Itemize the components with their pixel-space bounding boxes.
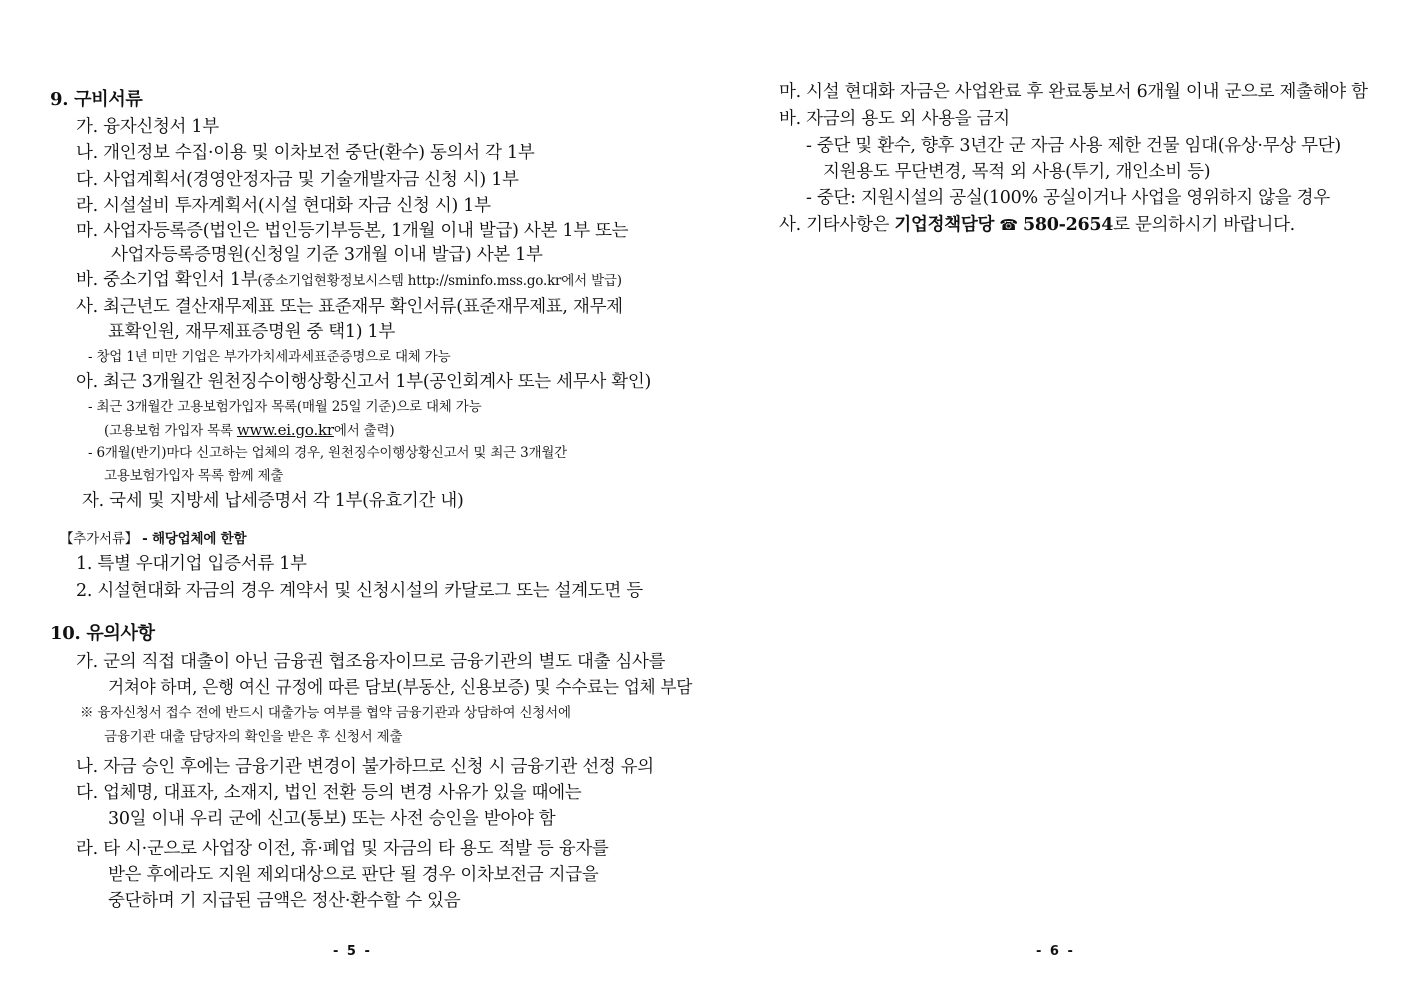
- r-ba-sub2: - 중단: 지원시설의 공실(100% 공실이거나 사업을 영위하지 않을 경우: [806, 188, 1330, 208]
- s10-item-na: 나. 자금 승인 후에는 금융기관 변경이 불가하므로 신청 시 금융기관 선정 유의: [76, 757, 654, 777]
- note-a-insurance-source: [104, 421, 394, 441]
- extra-docs-heading: [60, 530, 246, 549]
- item-ra-investment-plan: 라. 시설설비 투자계획서(시설 현대화 자금 신청 시) 1부: [76, 196, 491, 216]
- item-ja-tax-cert: 자. 국세 및 지방세 납세증명서 각 1부(유효기간 내): [82, 491, 464, 511]
- page-number-right: - 6 -: [1036, 944, 1075, 959]
- s10-item-ra-cont2: 중단하며 기 지급된 금액은 정산·환수할 수 있음: [108, 891, 461, 911]
- section-9-heading: 9. 구비서류: [50, 89, 143, 110]
- r-item-sa-contact: [779, 214, 1295, 236]
- left-page: [0, 0, 700, 992]
- ei-link[interactable]: www.ei.go.kr: [236, 421, 334, 439]
- item-ma-registration: 마. 사업자등록증(법인은 법인등기부등본, 1개월 이내 발급) 사본 1부 또는: [76, 221, 629, 241]
- r-ba-sub1-cont: 지원용도 무단변경, 목적 외 사용(투기, 개인소비 등): [823, 162, 1211, 182]
- item-na-consent: 나. 개인정보 수집·이용 및 이차보전 중단(환수) 동의서 각 1부: [76, 143, 535, 163]
- extra-item-1: 1. 특별 우대기업 입증서류 1부: [76, 554, 307, 574]
- item-ga-application: 가. 융자신청서 1부: [76, 117, 219, 137]
- extra-docs-bracket: 【추가서류】: [60, 531, 138, 547]
- s10-item-da-cont: 30일 이내 우리 군에 신고(통보) 또는 사전 승인을 받아야 함: [108, 809, 556, 829]
- extra-docs-qualifier: - 해당업체에 한함: [142, 531, 247, 547]
- item-ba-sme-cert: [76, 269, 622, 291]
- page-number-left: - 5 -: [333, 944, 372, 959]
- item-ba-main: 바. 중소기업 확인서 1부: [76, 270, 258, 290]
- r-ba-sub1: - 중단 및 환수, 향후 3년간 군 자금 사용 제한 건물 임대(유상·무상 무단): [806, 136, 1341, 156]
- item-sa-financial: 사. 최근년도 결산재무제표 또는 표준재무 확인서류(표준재무제표, 재무제: [76, 297, 623, 317]
- note-a-semiannual-cont: 고용보험가입자 목록 함께 제출: [104, 468, 284, 484]
- r-item-ba-usage: 바. 자금의 용도 외 사용을 금지: [779, 109, 1010, 129]
- phone-icon: ☎: [999, 216, 1018, 234]
- s10-item-ga: 가. 군의 직접 대출이 아닌 금융권 협조융자이므로 금융기관의 별도 대출 심사를: [76, 652, 666, 672]
- section-10-heading: 10. 유의사항: [50, 623, 155, 644]
- note-sa-startup: - 창업 1년 미만 기업은 부가가치세과세표준증명으로 대체 가능: [88, 349, 451, 365]
- extra-item-2: 2. 시설현대화 자금의 경우 계약서 및 신청시설의 카달로그 또는 설계도면 등: [76, 581, 643, 601]
- item-a-withholding: 아. 최근 3개월간 원천징수이행상황신고서 1부(공인회계사 또는 세무사 확인): [76, 372, 651, 392]
- note-a2-pre: (고용보험 가입자 목록: [104, 423, 237, 439]
- right-page: [702, 0, 1403, 992]
- r-sa-post: 로 문의하시기 바랍니다.: [1113, 215, 1295, 235]
- r-sa-pre: 사. 기타사항은: [779, 215, 895, 235]
- phone-number: 580-2654: [1022, 215, 1114, 235]
- item-sa-financial-cont: 표확인원, 재무제표증명원 중 택1) 1부: [108, 322, 395, 342]
- dept-name: 기업정책담당: [894, 215, 995, 235]
- s10-item-da: 다. 업체명, 대표자, 소재지, 법인 전환 등의 변경 사유가 있을 때에는: [76, 783, 582, 803]
- note-a2-post: 에서 출력): [333, 423, 395, 439]
- item-da-business-plan: 다. 사업계획서(경영안정자금 및 기술개발자금 신청 시) 1부: [76, 170, 519, 190]
- s10-item-ra-cont1: 받은 후에라도 지원 제외대상으로 판단 될 경우 이차보전금 지급을: [108, 865, 599, 885]
- note-a-semiannual: - 6개월(반기)마다 신고하는 업체의 경우, 원천징수이행상황신고서 및 최근 3개월간: [88, 445, 568, 461]
- item-ma-registration-cont: 사업자등록증명원(신청일 기준 3개월 이내 발급) 사본 1부: [111, 245, 543, 265]
- s10-item-ga-cont: 거쳐야 하며, 은행 여신 규정에 따른 담보(부동산, 신용보증) 및 수수료는 업체 부담: [108, 678, 693, 698]
- s10-note-ga: ※ 융자신청서 접수 전에 반드시 대출가능 여부를 협약 금융기관과 상담하여 신청서에: [80, 705, 571, 721]
- note-a-insurance: - 최근 3개월간 고용보험가입자 목록(매월 25일 기준)으로 대체 가능: [88, 399, 482, 415]
- r-item-ma-modernization: 마. 시설 현대화 자금은 사업완료 후 완료통보서 6개월 이내 군으로 제출해야 함: [779, 82, 1368, 102]
- s10-note-ga-cont: 금융기관 대출 담당자의 확인을 받은 후 신청서 제출: [104, 729, 403, 745]
- s10-item-ra: 라. 타 시·군으로 사업장 이전, 휴·폐업 및 자금의 타 용도 적발 등 융자를: [76, 839, 609, 859]
- item-ba-note: (중소기업현황정보시스템 http://sminfo.mss.go.kr에서 발급): [257, 273, 622, 289]
